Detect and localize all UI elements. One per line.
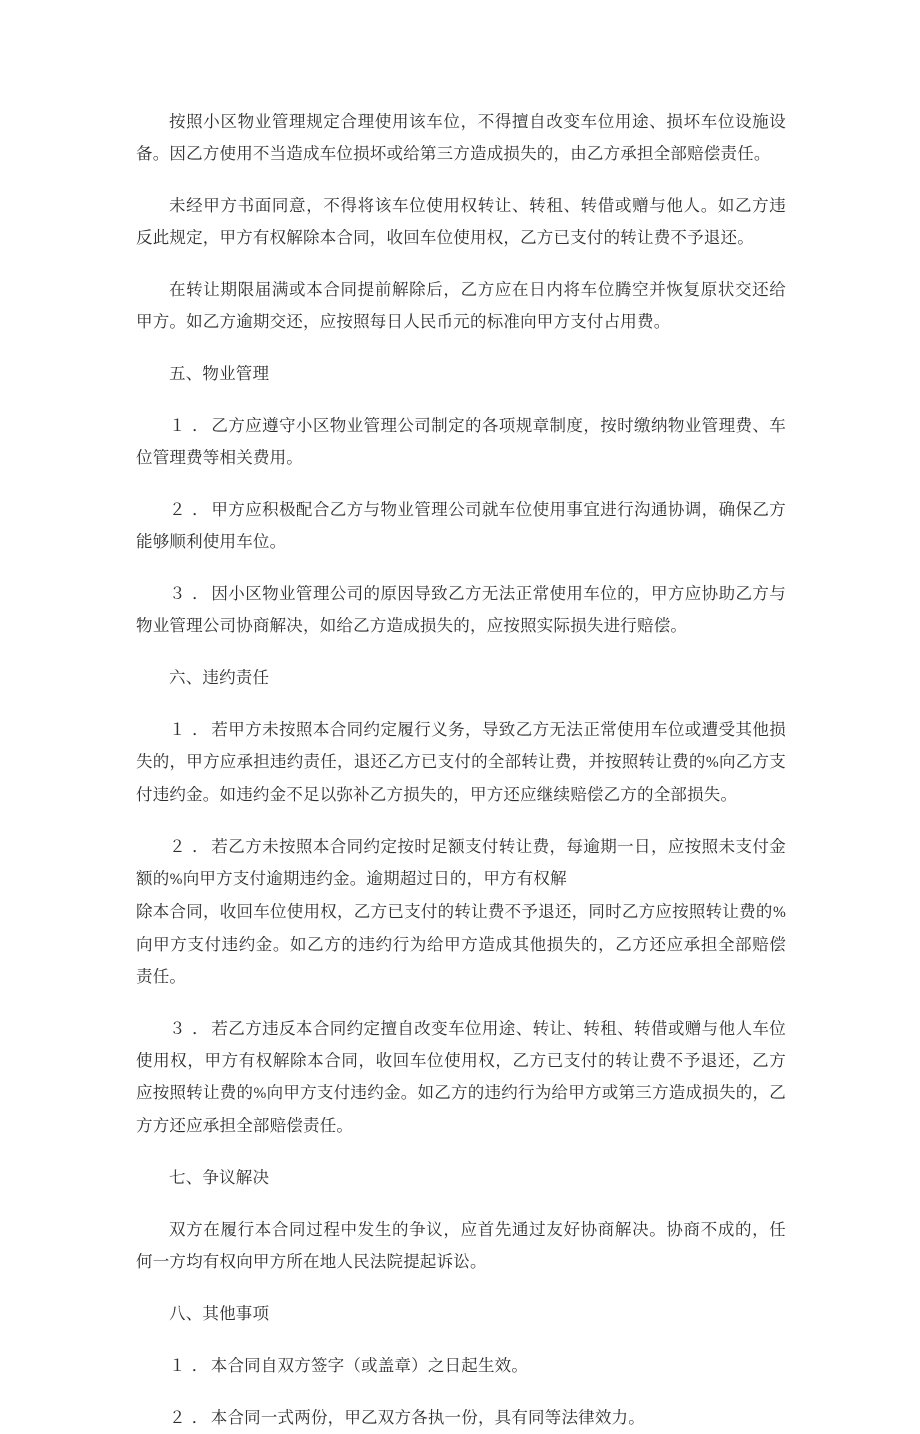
clause-number: ２ ． — [169, 500, 210, 519]
percent-blank: % — [772, 905, 786, 921]
clause-text-part-a: 若乙方未按照本合同约定按时足额支付转让费，每逾期一日，应按照未支付金额的 — [136, 837, 786, 888]
percent-blank: % — [705, 755, 719, 771]
clause-text-part-c: 除本合同，收回车位使用权，乙方已支付的转让费不予退还，同时乙方应按照转让费的 — [136, 902, 773, 921]
clause-continuation-line — [136, 896, 786, 993]
clause-property-3 — [136, 578, 786, 642]
clause-text: 本合同自双方签字（或盖章）之日起生效。 — [210, 1356, 529, 1375]
percent-blank: % — [169, 872, 183, 888]
clause-breach-3 — [136, 1013, 786, 1142]
section-heading-breach-liability: 六、违约责任 — [169, 668, 270, 687]
clause-number: ３ ． — [169, 584, 210, 603]
clause-text-part-a: 若甲方未按照本合同约定履行义务，导致乙方无法正常使用车位或遭受其他损失的，甲方应承担违约责任，退还乙方已支付的全部转让费，并按照转让费的 — [136, 720, 786, 771]
clause-number: ２ ． — [169, 1408, 209, 1427]
percent-blank: % — [253, 1086, 267, 1102]
paragraph-return-parking: 在转让期限届满或本合同提前解除后，乙方应在日内将车位腾空并恢复原状交还给甲方。如乙方逾期交还，应按照每日人民币元的标准向甲方支付占用费。 — [136, 280, 786, 331]
clause-text: 本合同一式两份，甲乙双方各执一份，具有同等法律效力。 — [210, 1408, 645, 1427]
clause-text-part-b: 向乙方支付违约金。如违约金不足以弥补乙方损失的，甲方还应继续赔偿乙方的全部损失。 — [136, 752, 786, 804]
document-body — [136, 106, 786, 1434]
clause-other-2 — [136, 1402, 786, 1434]
paragraph-use-rules: 按照小区物业管理规定合理使用该车位，不得擅自改变车位用途、损坏车位设施设备。因乙方使用不当造成车位损坏或给第三方造成损失的，由乙方承担全部赔偿责任。 — [136, 112, 786, 163]
clause-text: 甲方应积极配合乙方与物业管理公司就车位使用事宜进行沟通协调，确保乙方能够顺利使用车位。 — [136, 500, 786, 551]
clause-text-part-d: 向甲方支付违约金。如乙方的违约行为给甲方造成其他损失的，乙方还应承担全部赔偿责任。 — [136, 935, 786, 986]
clause-property-2 — [136, 494, 786, 558]
clause-text: 乙方应遵守小区物业管理公司制定的各项规章制度，按时缴纳物业管理费、车位管理费等相关费用。 — [136, 416, 786, 467]
paragraph-no-transfer: 未经甲方书面同意，不得将该车位使用权转让、转租、转借或赠与他人。如乙方违反此规定，甲方有权解除本合同，收回车位使用权，乙方已支付的转让费不予退还。 — [136, 196, 786, 247]
clause-number: ２ ． — [169, 837, 210, 856]
clause-property-1 — [136, 410, 786, 474]
section-heading-other-matters: 八、其他事项 — [169, 1304, 270, 1323]
section-heading-dispute-resolution: 七、争议解决 — [169, 1168, 270, 1187]
clause-number: ３ ． — [169, 1019, 210, 1038]
clause-breach-1 — [136, 714, 786, 811]
clause-text-part-b: 向甲方支付违约金。如乙方的违约行为给甲方或第三方造成损失的，乙方方还应承担全部赔偿责任。 — [136, 1083, 787, 1135]
clause-number: １ ． — [169, 720, 210, 739]
section-heading-property-management: 五、物业管理 — [169, 364, 270, 383]
clause-text: 因小区物业管理公司的原因导致乙方无法正常使用车位的，甲方应协助乙方与物业管理公司协商解决，如给乙方造成损失的，应按照实际损失进行赔偿。 — [136, 584, 786, 635]
paragraph-dispute-resolution: 双方在履行本合同过程中发生的争议，应首先通过友好协商解决。协商不成的，任何一方均有权向甲方所在地人民法院提起诉讼。 — [136, 1220, 786, 1271]
clause-breach-2 — [136, 831, 786, 993]
clause-text-part-a: 若乙方违反本合同约定擅自改变车位用途、转让、转租、转借或赠与他人车位使用权，甲方有权解除本合同，收回车位使用权，乙方已支付的转让费不予退还，乙方应按照转让费的 — [136, 1019, 786, 1102]
clause-number: １ ． — [169, 416, 210, 435]
clause-text-part-b: 向甲方支付逾期违约金。逾期超过日的，甲方有权解 — [182, 869, 567, 888]
clause-number: １ ． — [169, 1356, 209, 1375]
clause-other-1 — [136, 1350, 786, 1382]
